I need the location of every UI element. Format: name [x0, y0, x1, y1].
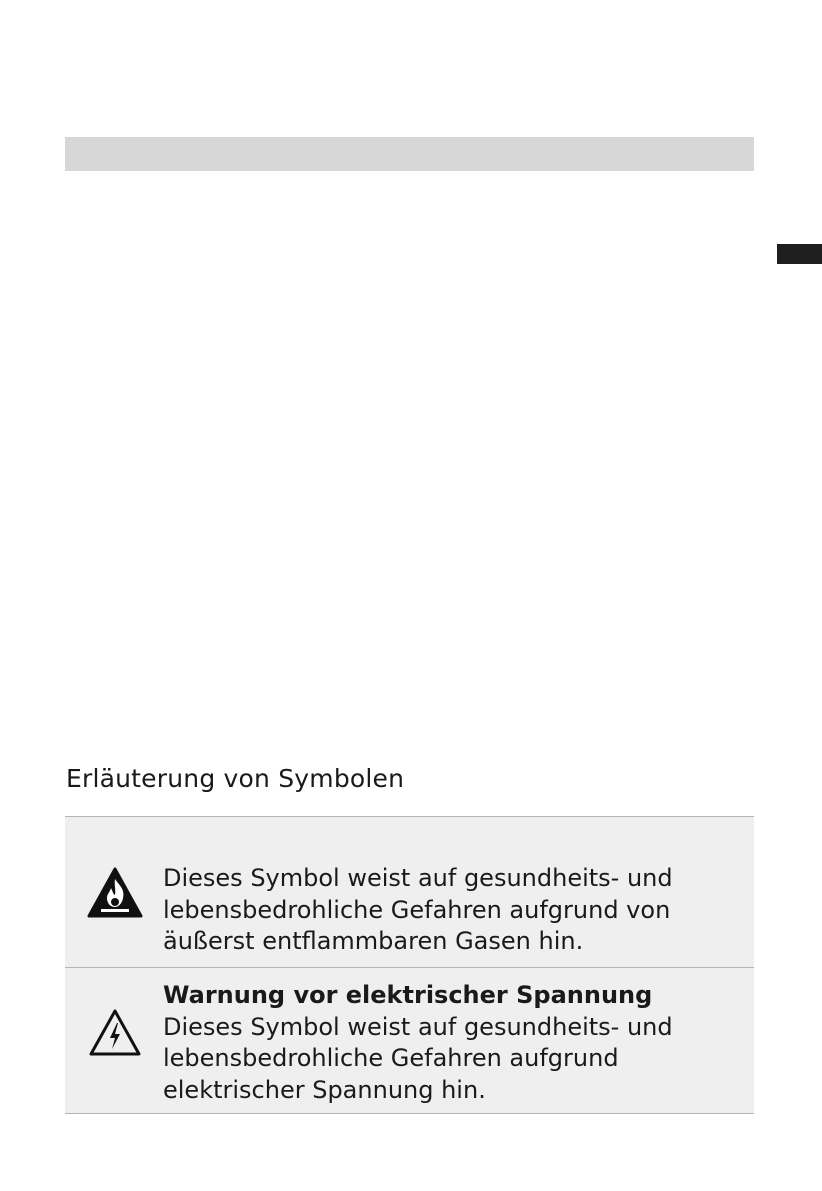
symbol-description-line: lebensbedrohliche Gefahren aufgrund — [163, 1044, 619, 1072]
symbol-table — [65, 816, 754, 1114]
symbol-heading: Warnung vor elektrischer Spannung — [163, 981, 653, 1009]
header-bar — [65, 137, 754, 171]
symbol-description-line: äußerst entflammbaren Gasen hin. — [163, 927, 584, 955]
symbol-description-line: lebensbedrohliche Gefahren aufgrund von — [163, 895, 671, 924]
symbol-text — [163, 980, 734, 1106]
symbol-description-line: elektrischer Spannung hin. — [163, 1075, 486, 1104]
language-tab-marker — [777, 244, 822, 264]
flammable-gas-warning-icon — [87, 867, 143, 919]
symbol-text — [163, 863, 734, 958]
symbol-row-electric — [65, 968, 754, 1114]
symbol-row-flammable — [65, 817, 754, 968]
symbol-description-line: Dieses Symbol weist auf gesundheits- und — [163, 864, 673, 892]
symbol-description-line: Dieses Symbol weist auf gesundheits- und — [163, 1012, 673, 1041]
section-title: Erläuterung von Symbolen — [66, 764, 405, 793]
electric-voltage-warning-icon — [88, 1008, 142, 1058]
